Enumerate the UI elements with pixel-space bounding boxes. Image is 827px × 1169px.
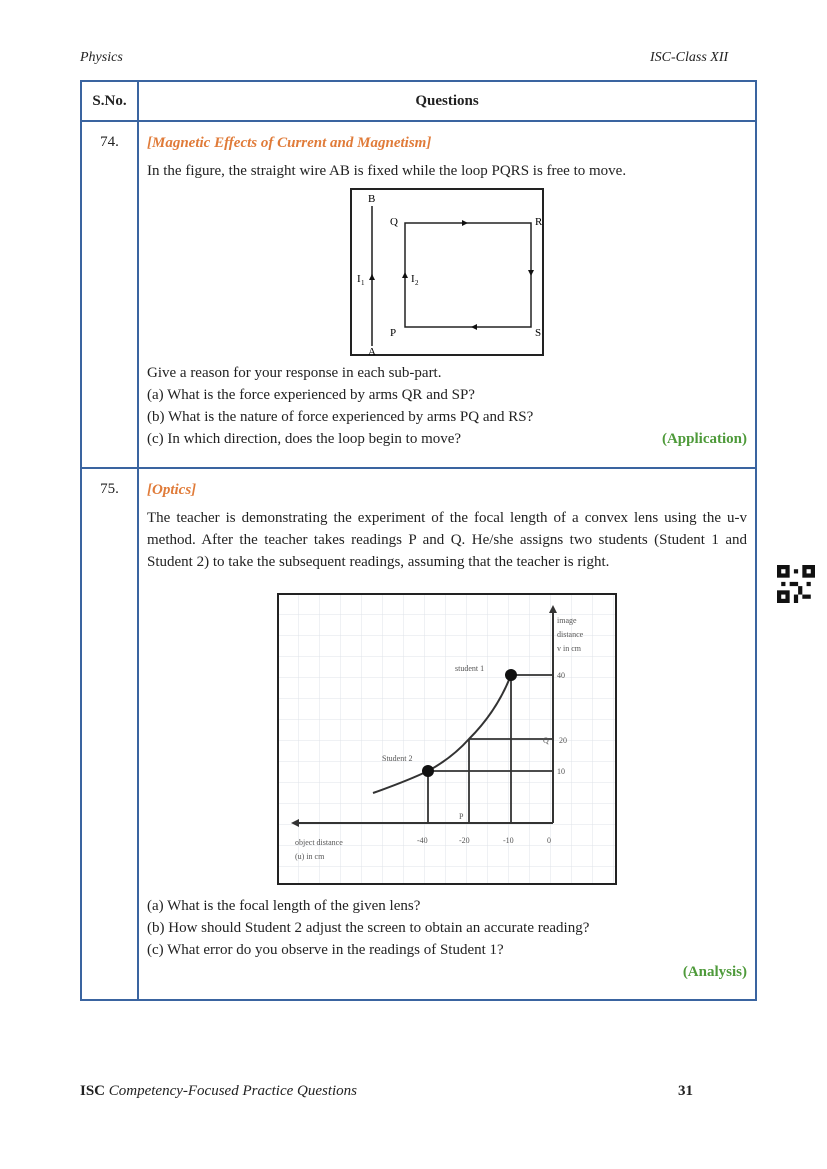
svg-text:10: 10 [557,767,565,776]
student2-point [422,765,434,777]
svg-text:Q: Q [390,216,398,228]
question-lead: Give a reason for your response in each sub-part. [147,365,442,381]
svg-text:20: 20 [559,736,567,745]
topic: [Magnetic Effects of Current and Magnetism] [147,135,432,151]
sub-question: (c) In which direction, does the loop begin to move? [147,431,462,447]
svg-text:Student 2: Student 2 [382,754,413,763]
svg-text:object distance: object distance [295,838,343,847]
sub-question: (a) What is the force experienced by arms QR and SP? [147,387,475,403]
page-number: 31 [678,1083,693,1099]
header-class: ISC-Class XII [650,50,729,65]
question-row [81,468,756,1000]
skill-tag: (Analysis) [682,964,747,980]
svg-text:(u) in cm: (u) in cm [295,852,325,861]
topic: [Optics] [147,482,197,498]
svg-text:B: B [368,193,376,205]
uv-graph [277,593,617,885]
svg-text:distance: distance [557,630,584,639]
svg-text:1: 1 [361,279,365,287]
svg-text:2: 2 [415,279,419,287]
question-intro: The teacher is demonstrating the experiment of the focal length of a convex lens using the u-v method. After the teacher takes readings P and Q. He/she assigns two students (Student 1 and Student 2) to take the subsequent readings, assuming that the teacher is right. [147,510,747,570]
svg-text:40: 40 [557,671,565,680]
question-number: 75. [81,468,138,1000]
svg-text:student 1: student 1 [455,664,485,673]
svg-text:-20: -20 [459,836,470,845]
svg-text:S: S [535,327,542,339]
sub-question: (a) What is the focal length of the given lens? [147,898,421,914]
svg-text:A: A [368,346,376,356]
svg-text:v in cm: v in cm [557,644,581,653]
svg-text:Q: Q [543,736,549,745]
student1-point [505,669,517,681]
question-row [81,121,756,468]
question-number: 74. [81,121,138,468]
col-sno: S.No. [81,81,138,121]
wire-loop-figure [350,188,544,356]
skill-tag: (Application) [661,431,747,447]
svg-text:R: R [535,216,543,228]
svg-text:image: image [557,616,577,625]
col-questions: Questions [138,81,756,121]
footer-title: ISC Competency-Focused Practice Questions [80,1083,358,1099]
svg-text:-40: -40 [417,836,428,845]
sub-question: (c) What error do you observe in the readings of Student 1? [147,942,504,958]
svg-text:I: I [411,273,415,285]
svg-text:I: I [357,273,361,285]
svg-text:0: 0 [547,836,551,845]
question-intro: In the figure, the straight wire AB is fixed while the loop PQRS is free to move. [147,163,627,179]
qr-code[interactable] [777,565,815,603]
questions-table [80,80,757,1001]
header-subject: Physics [80,50,123,65]
svg-text:P: P [390,327,397,339]
sub-question: (b) How should Student 2 adjust the screen to obtain an accurate reading? [147,920,590,936]
svg-text:P: P [459,812,464,821]
sub-question: (b) What is the nature of force experienced by arms PQ and RS? [147,409,534,425]
svg-text:-10: -10 [503,836,514,845]
